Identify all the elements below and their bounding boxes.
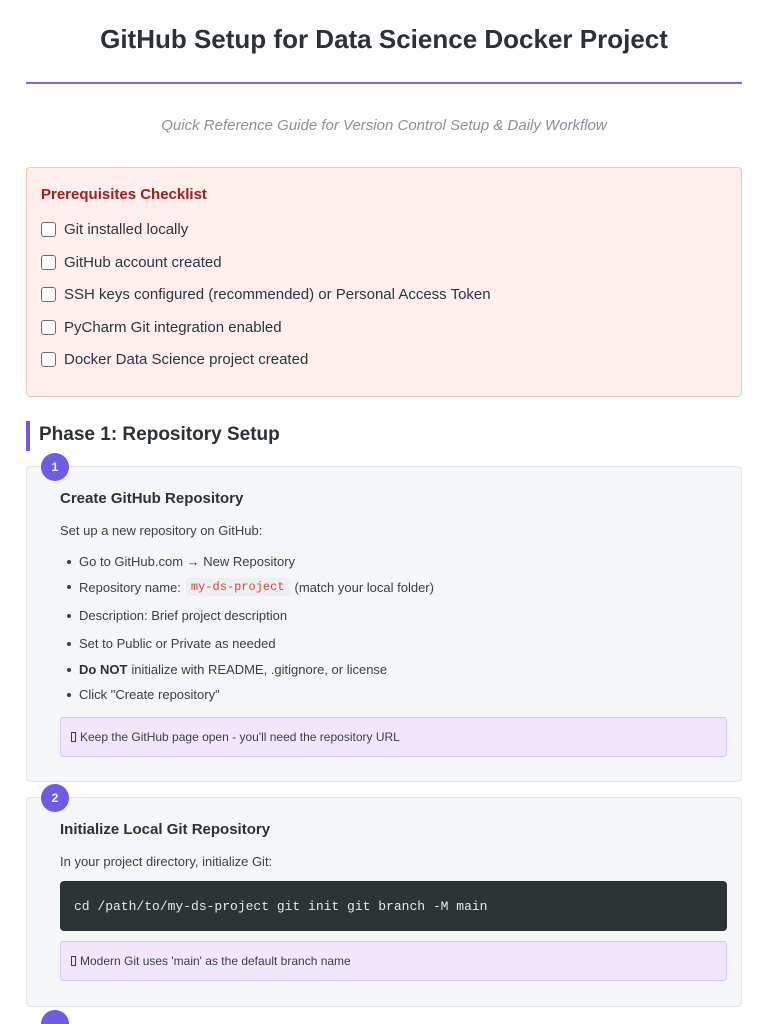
step-title: Initialize Local Git Repository — [60, 821, 271, 838]
checklist-item[interactable] — [41, 252, 222, 272]
list-item — [67, 687, 220, 702]
list-item — [67, 554, 295, 569]
checklist-label: PyCharm Git integration enabled — [64, 318, 282, 336]
list-item — [67, 662, 387, 677]
step-number-badge: 1 — [41, 453, 69, 481]
list-item-text: Repository name: — [79, 579, 181, 595]
bullet-icon — [67, 614, 71, 618]
checklist-item[interactable] — [41, 349, 308, 369]
bullet-icon — [67, 560, 71, 564]
inline-code: my-ds-project — [186, 578, 290, 596]
bullet-icon — [67, 668, 71, 672]
tip-box — [60, 941, 727, 981]
checklist-label: Git installed locally — [64, 220, 189, 238]
emphasis-text: Do NOT — [79, 662, 128, 677]
checklist-item[interactable] — [41, 284, 491, 304]
prerequisites-title: Prerequisites Checklist — [41, 186, 207, 203]
list-item-text: initialize with README, .gitignore, or license — [131, 662, 388, 677]
checkbox[interactable] — [41, 287, 56, 302]
list-item-text: Go to GitHub.com → New Repository — [79, 554, 296, 569]
list-item — [67, 578, 434, 596]
phase-heading: Phase 1: Repository Setup — [26, 421, 280, 451]
list-item-text: Click "Create repository" — [79, 687, 220, 702]
list-item-text: Description: Brief project description — [79, 608, 288, 623]
page-title: GitHub Setup for Data Science Docker Project — [100, 24, 668, 54]
checkbox[interactable] — [41, 352, 56, 367]
bullet-icon — [67, 585, 71, 589]
checkbox[interactable] — [41, 255, 56, 270]
list-item-text: (match your local folder) — [294, 579, 434, 595]
step-card-create-repository — [26, 466, 742, 782]
list-item — [67, 608, 287, 623]
checkbox[interactable] — [41, 222, 56, 237]
checklist-item[interactable] — [41, 219, 188, 239]
step-description: In your project directory, initialize Git: — [60, 854, 273, 869]
bullet-icon — [67, 642, 71, 646]
page-subtitle: Quick Reference Guide for Version Control Setup & Daily Workflow — [161, 117, 607, 134]
checklist-item[interactable] — [41, 317, 282, 337]
step-card-init-git — [26, 797, 742, 1007]
step-number-badge: 2 — [41, 784, 69, 812]
step-title: Create GitHub Repository — [60, 490, 244, 507]
checklist-label: SSH keys configured (recommended) or Personal Access Token — [64, 285, 491, 303]
prerequisites-checklist — [26, 167, 742, 397]
checklist-label: GitHub account created — [64, 253, 222, 271]
tip-text: Keep the GitHub page open - you'll need the repository URL — [80, 730, 400, 744]
list-item — [67, 636, 276, 651]
checklist-label: Docker Data Science project created — [64, 350, 309, 368]
title-divider — [26, 82, 742, 84]
code-block: cd /path/to/my-ds-project git init git branch -M main — [60, 881, 727, 931]
step-number-badge-partial — [41, 1010, 69, 1024]
step-description: Set up a new repository on GitHub: — [60, 523, 263, 538]
tip-icon — [71, 732, 76, 742]
list-item-text: Set to Public or Private as needed — [79, 636, 276, 651]
tip-box — [60, 717, 727, 757]
bullet-icon — [67, 693, 71, 697]
tip-text: Modern Git uses 'main' as the default branch name — [80, 954, 351, 968]
tip-icon — [71, 956, 76, 966]
checkbox[interactable] — [41, 320, 56, 335]
